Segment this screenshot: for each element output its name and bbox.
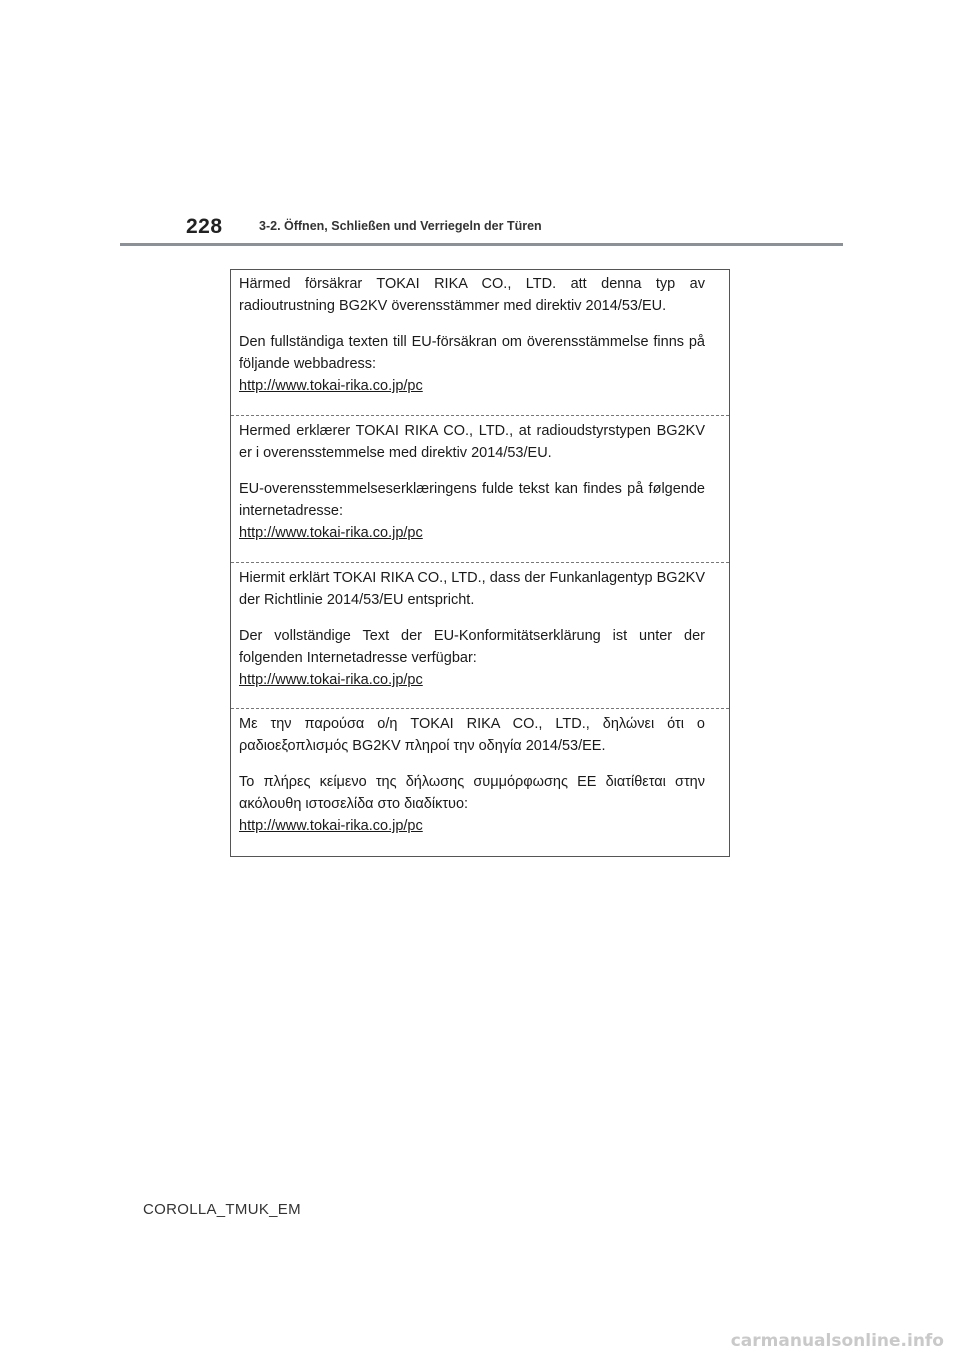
declaration-statement: Hermed erklærer TOKAI RIKA CO., LTD., at radioudstyrstypen BG2KV er i overensstemmelse med direktiv 2014/53/EU. [239,423,705,461]
declaration-url-link[interactable]: http://www.tokai-rika.co.jp/pc [239,378,423,394]
declaration-section-german [231,562,729,691]
declaration-url-link[interactable]: http://www.tokai-rika.co.jp/pc [239,818,423,834]
section-title: 3-2. Öffnen, Schließen und Verriegeln der Türen [259,219,542,233]
declaration-url-link[interactable]: http://www.tokai-rika.co.jp/pc [239,672,423,688]
page-number: 228 [186,215,223,238]
header-divider [120,243,843,246]
declaration-fulltext-note [239,331,705,397]
declaration-statement: Με την παρούσα ο/η TOKAI RIKA CO., LTD., δηλώνει ότι ο ραδιοεξοπλισμός BG2KV πληροί την οδηγία 2014/53/ΕΕ. [239,716,705,754]
declaration-statement: Hiermit erklärt TOKAI RIKA CO., LTD., dass der Funkanlagentyp BG2KV der Richtlinie 2014/53/EU entspricht. [239,570,705,608]
declaration-fulltext-note [239,625,705,691]
declaration-statement: Härmed försäkrar TOKAI RIKA CO., LTD. att denna typ av radioutrustning BG2KV överensstämmer med direktiv 2014/53/EU. [239,276,705,314]
declaration-box [230,269,730,857]
declaration-fulltext-text: Το πλήρες κείμενο της δήλωσης συμμόρφωσης ΕΕ διατίθεται στην ακόλουθη ιστοσελίδα στο διαδίκτυο: [239,774,705,812]
declaration-section-danish [231,415,729,544]
declaration-fulltext-text: Den fullständiga texten till EU-försäkran om överensstämmelse finns på följande webbadress: [239,334,705,372]
declaration-fulltext-note [239,771,705,837]
declaration-section-swedish [231,273,729,397]
site-watermark: carmanualsonline.info [730,1331,944,1351]
document-id: COROLLA_TMUK_EM [143,1201,301,1218]
declaration-url-link[interactable]: http://www.tokai-rika.co.jp/pc [239,525,423,541]
declaration-section-greek [231,708,729,837]
declaration-fulltext-text: EU-overensstemmelseserklæringens fulde tekst kan findes på følgende internetadresse: [239,481,705,519]
declaration-fulltext-text: Der vollständige Text der EU-Konformitätserklärung ist unter der folgenden Internetadresse verfügbar: [239,628,705,666]
declaration-fulltext-note [239,478,705,544]
